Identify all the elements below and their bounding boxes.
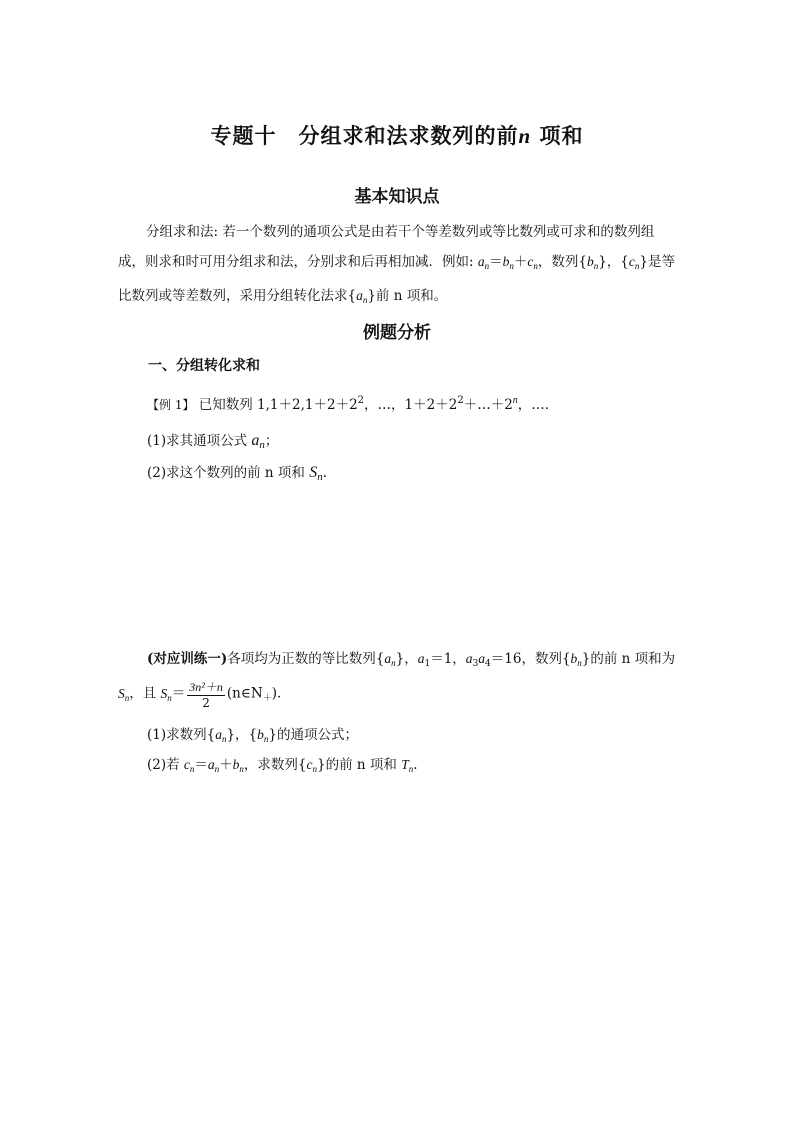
para-text-d: }是等比数列或等差数列，采用分组转化法求{ bbox=[118, 254, 675, 304]
title-end: 项和 bbox=[531, 123, 584, 148]
fraction-numerator: 3n²＋n bbox=[189, 680, 223, 694]
section-heading-examples: 例题分析 bbox=[363, 323, 431, 343]
training-q2-b: ＝ bbox=[194, 757, 208, 773]
page-title bbox=[0, 120, 794, 150]
q1-end: ； bbox=[264, 433, 279, 449]
training-line2-d: )． bbox=[271, 685, 291, 702]
training-q2-a: (2)若 bbox=[147, 757, 184, 773]
training-label: (对应训练一) bbox=[147, 651, 228, 667]
training-question-1: (1)求数列$\{a_n\}$，$\{b_n\}$的通项公式； bbox=[147, 727, 358, 744]
fraction bbox=[187, 678, 225, 710]
training-text-1: 各项均为正数的等比数列{ bbox=[227, 651, 385, 667]
para-text-e: }前 n 项和。 bbox=[367, 288, 448, 304]
training-text-2: }， bbox=[395, 651, 418, 667]
training-text-5: }的前 n 项和为 bbox=[581, 651, 676, 667]
q2-text: (2)求这个数列的前 n 项和 bbox=[147, 465, 310, 481]
training-statement-line-2: $S_n$，且 $S_n=$ $\frac{\text{3n²＋n}}{2}$ $(n\in N_+)$． bbox=[118, 680, 291, 710]
fraction-denominator: 2 bbox=[202, 696, 210, 710]
training-text-4: ＝16，数列{ bbox=[490, 651, 571, 667]
training-q1-b: }，{ bbox=[226, 727, 258, 743]
training-text-3: ＝1， bbox=[430, 651, 466, 667]
title-text: 专题十 分组求和法求数列的前 bbox=[210, 123, 519, 148]
example-1-tail: ，…． bbox=[517, 397, 559, 413]
training-line2-c: (n∈N bbox=[226, 685, 263, 702]
basics-paragraph: 分组求和法: 若一个数列的通项公式是由若干个等差数列或等比数列或可求和的数列组成，则求和时可用分组求和法，分别求和后再相加减．例如: $a_n=b_n+c_n$，数列$\{b_n\}$，$\{c_n\}$是等比数列或等差数列，采用分组转化法求$\{a_n\}$前 n 项和。 bbox=[118, 224, 675, 305]
example-1-statement: 【例 1】 已知数列 $1,1+2,1+2+2^2$，…，$1+2+2^2+\dots+2^n$，…． bbox=[147, 395, 559, 413]
section-heading-basics: 基本知识点 bbox=[354, 187, 440, 207]
example-1-question-1: (1)求其通项公式 $a_n$； bbox=[147, 432, 279, 451]
para-text-b: ，数列{ bbox=[537, 254, 587, 270]
training-question-2: (2)若 $c_n=a_n+b_n$，求数列$\{c_n\}$的前 n 项和 $T_n$. bbox=[147, 757, 418, 774]
training-q2-e: }的前 n 项和 bbox=[317, 757, 402, 773]
example-1-question-2: (2)求这个数列的前 n 项和 $S_n$. bbox=[147, 464, 327, 483]
training-statement-line-1: (对应训练一)各项均为正数的等比数列$\{a_n\}$，$a_1=1$，$a_3a_4=16$，数列$\{b_n\}$的前 n 项和为 bbox=[147, 651, 676, 669]
example-1-end: ＋…＋2 bbox=[463, 397, 513, 413]
training-line2-b: ＝ bbox=[171, 685, 186, 702]
example-1-mid: ，…，1＋2＋2 bbox=[364, 397, 458, 413]
training-q1-c: }的通项公式； bbox=[268, 727, 358, 743]
subsection-heading: 一、分组转化求和 bbox=[148, 358, 260, 374]
training-line2-a: ，且 bbox=[129, 685, 161, 702]
title-variable: n bbox=[518, 124, 532, 148]
training-q2-c: ＋ bbox=[219, 757, 233, 773]
para-text-c: }，{ bbox=[598, 254, 629, 270]
training-q2-f: . bbox=[413, 757, 418, 773]
para-text-a: 分组求和法: 若一个数列的通项公式是由若干个等差数列或等比数列或可求和的数列组成，则求和时可用分组求和法，分别求和后再相加减．例如: bbox=[118, 224, 655, 270]
training-q1-a: (1)求数列{ bbox=[147, 727, 216, 743]
q2-end: . bbox=[322, 465, 327, 481]
q1-text: (1)求其通项公式 bbox=[147, 433, 252, 449]
example-1-label: 【例 1】 bbox=[147, 398, 195, 412]
example-1-text: 已知数列 1,1＋2,1＋2＋2 bbox=[198, 397, 358, 413]
training-q2-d: ，求数列{ bbox=[243, 757, 307, 773]
